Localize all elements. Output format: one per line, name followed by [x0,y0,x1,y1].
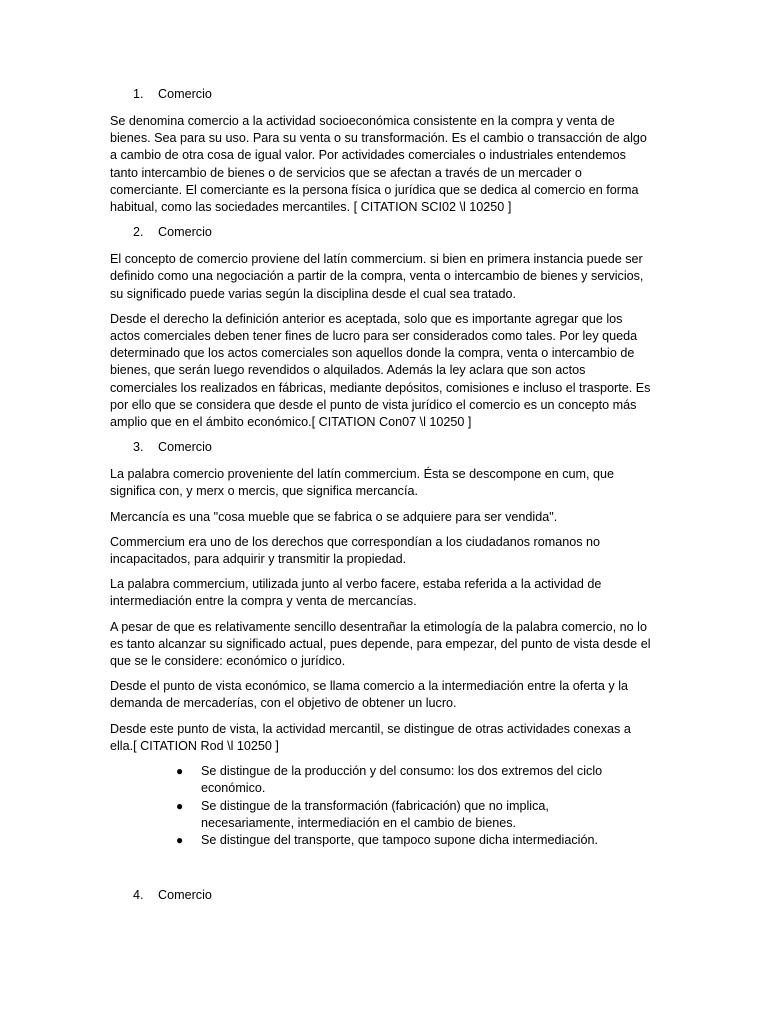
paragraph: La palabra commercium, utilizada junto al verbo facere, estaba referida a la actividad de intermediación entre la compra y venta de mercancías. [110,577,602,609]
section-number: 3. [133,440,144,455]
section-title: Comercio [158,87,212,101]
paragraph: Mercancía es una "cosa mueble que se fabrica o se adquiere para ser vendida". [110,509,558,524]
section-heading-2 [133,224,655,242]
list-item [176,763,636,797]
bullet-list [176,763,636,849]
paragraph: Desde este punto de vista, la actividad mercantil, se distingue de otras actividades conexas a ella.[ CITATION Rod \l 10250 ] [110,721,631,753]
paragraph: La palabra comercio proveniente del latín commercium. Ésta se descompone en cum, que significa con, y merx o mercis, que significa mercancía. [110,467,615,499]
section-number: 1. [133,87,144,101]
section-heading-3 [133,439,655,457]
section-title: Comercio [158,225,212,240]
bullet-icon: ● [176,832,184,847]
paragraph: Desde el derecho la definición anterior es aceptada, solo que es importante agregar que los actos comerciales deben tener fines de lucro para ser considerados como tales. Por ley queda determinado que los actos comerciales son aquellos donde la compra, venta o intercambio de bienes, que serán luego revendidos o alquilados. Además la ley aclara que son actos comerciales los realizados en fábricas, mediante depósitos, comisiones e incluso el trasporte. Es por ello que se considera que desde el punto de vista jurídico el comercio es un concepto más amplio que en el ámbito económico.[ CITATION Con07 \l 10250 ] [110,311,651,430]
paragraph: Desde el punto de vista económico, se llama comercio a la intermediación entre la oferta y la demanda de mercaderías, con el objetivo de obtener un lucro. [110,679,629,711]
paragraph: El concepto de comercio proviene del latín commercium. si bien en primera instancia puede ser definido como una negociación a partir de la compra, venta o intercambio de bienes y servicios, su significado puede varias según la disciplina desde el cual sea tratado. [110,252,644,301]
section-heading-4 [133,887,655,905]
paragraph: Se denomina comercio a la actividad socioeconómica consistente en la compra y venta de bienes. Sea para su uso. Para su venta o su transformación. Es el cambio o transacción de algo a cambio de otra cosa de igual valor. Por actividades comerciales o industriales entendemos tanto intercambio de bienes o de servicios que se afectan a través de un mercader o comerciante. El comerciante es la persona física o jurídica que se dedica al comercio en forma habitual, como las sociedades mercantiles. [ CITATION SCI02 \l 10250 ] [110,114,647,215]
list-item-text: Se distingue de la producción y del consumo: los dos extremos del ciclo económico. [201,764,603,796]
paragraph: Commercium era uno de los derechos que correspondían a los ciudadanos romanos no incapacitados, para adquirir y transmitir la propiedad. [110,534,601,567]
list-item-text: Se distingue de la transformación (fabricación) que no implica, necesariamente, intermediación en el cambio de bienes. [201,798,549,830]
section-title: Comercio [158,440,212,455]
paragraph: A pesar de que es relativamente sencillo desentrañar la etimología de la palabra comercio, no lo es tanto alcanzar su significado actual, pues depende, para empezar, del punto de vista desde el que se le considere: económico o jurídico. [110,619,651,669]
list-item [176,832,636,849]
bullet-icon: ● [176,798,184,813]
list-item [176,798,636,832]
document-page [110,86,655,905]
section-number: 2. [133,225,144,240]
list-item-text: Se distingue del transporte, que tampoco supone dicha intermediación. [201,832,598,847]
section-title: Comercio [158,888,212,903]
bullet-icon: ● [176,764,184,779]
section-number: 4. [133,888,144,903]
section-heading-1 [133,86,655,104]
